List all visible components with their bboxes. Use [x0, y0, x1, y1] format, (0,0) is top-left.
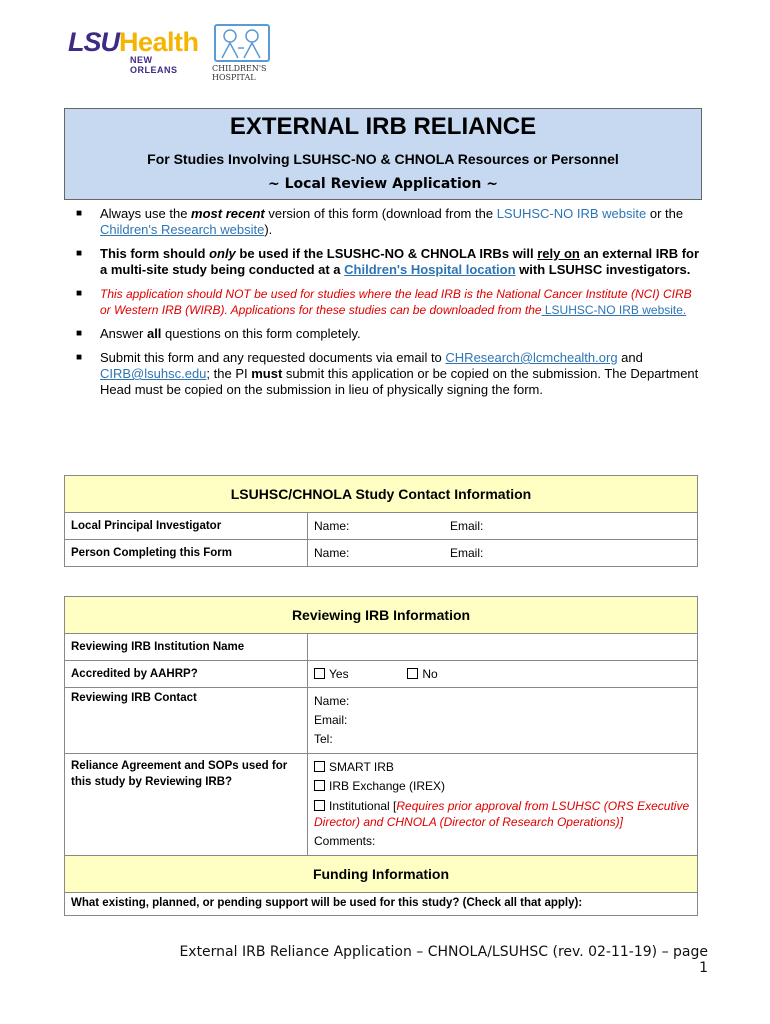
form-application-type: ~ Local Review Application ~ [268, 176, 498, 192]
bullet-text: version of this form (download from the [264, 206, 497, 221]
list-item: ■ This application should NOT be used for studies where the lead IRB is the National Cancer Institute (NCI) CIRB or Western IRB (WIRB). Applications for these studies can be downloaded from the LSUHSC-NO IRB website. [76, 287, 692, 317]
checkbox-icon [314, 780, 325, 791]
irb-contact-label: Reviewing IRB Contact [65, 688, 308, 754]
form-header [64, 108, 702, 200]
list-item: ■ Always use the most recent version of this form (download from the LSUHSC-NO IRB website or the Children's Research website). [76, 206, 684, 237]
pi-email-field[interactable]: Email: [444, 513, 698, 540]
childrens-hospital-logo [212, 24, 268, 82]
warning-text: This application should NOT be used for studies where the lead IRB is the National Cancer Institute (NCI) CIRB or Western IRB (WIRB). Applications for these studies can be downloaded from the [100, 287, 692, 317]
checkbox-icon [314, 800, 325, 811]
bullet-emphasis: all [146, 326, 162, 341]
childrens-figures-icon [214, 24, 270, 62]
page-footer: External IRB Reliance Application – CHNOLA/LSUHSC (rev. 02-11-19) – page 1 [179, 944, 708, 976]
bullet-text: and [617, 350, 643, 365]
health-logo-text: Health [119, 27, 199, 57]
chresearch-email-link[interactable]: CHResearch@lcmchealth.org [445, 350, 618, 365]
completer-name-field[interactable]: Name: [308, 540, 445, 567]
pi-label: Local Principal Investigator [65, 513, 308, 540]
childrens-research-website-link[interactable]: Children's Research website [100, 222, 265, 237]
funding-section-title: Funding Information [65, 856, 698, 893]
bullet-text: ). [264, 222, 273, 237]
no-label: No [422, 667, 438, 681]
funding-question: What existing, planned, or pending support will be used for this study? (Check all that apply): [65, 893, 698, 916]
accredited-label: Accredited by AAHRP? [65, 661, 308, 688]
list-item: ■ Submit this form and any requested documents via email to CHResearch@lcmchealth.org and CIRB@lsuhsc.edu; the PI must submit this application or be copied on the submission. The Department Head must be copied on the submission in lieu of physically signing the form. [76, 350, 699, 397]
table-row [65, 513, 698, 540]
irex-checkbox[interactable] [314, 777, 691, 796]
table-row [65, 634, 698, 661]
bullet-text: questions on this form completely. [161, 326, 361, 341]
checkbox-icon [314, 761, 325, 772]
childrens-logo-line2: HOSPITAL [212, 73, 256, 82]
irb-contact-tel-field[interactable]: Tel: [314, 732, 333, 746]
checkbox-icon [407, 668, 418, 679]
table-row [65, 754, 698, 856]
form-subtitle: For Studies Involving LSUHSC-NO & CHNOLA Resources or Personnel [147, 151, 619, 167]
table-row [65, 540, 698, 567]
completer-label: Person Completing this Form [65, 540, 308, 567]
irex-label: IRB Exchange (IREX) [329, 779, 446, 793]
bullet-emphasis: most recent [191, 206, 265, 221]
form-title: EXTERNAL IRB RELIANCE [229, 113, 537, 140]
reviewing-irb-table [64, 596, 698, 916]
smart-irb-checkbox[interactable] [314, 758, 691, 777]
institution-label: Reviewing IRB Institution Name [65, 634, 308, 661]
lsuhsc-irb-website-link-2[interactable]: LSUHSC-NO IRB website. [541, 303, 687, 317]
pi-name-field[interactable]: Name: [308, 513, 445, 540]
childrens-logo-line1: CHILDREN'S [212, 64, 267, 73]
table-row [65, 661, 698, 688]
bullet-text: an external IRB for a multi-site study being conducted at a [100, 246, 700, 277]
bullet-text: Answer [100, 326, 147, 341]
accredited-yes-checkbox[interactable] [314, 667, 404, 681]
irb-section-title: Reviewing IRB Information [65, 597, 698, 634]
bullet-emphasis: must [251, 366, 283, 381]
lsu-logo-text: LSU [68, 27, 119, 57]
childrens-hospital-location-link[interactable]: Children's Hospital location [344, 262, 516, 277]
cirb-email-link[interactable]: CIRB@lsuhsc.edu [100, 366, 207, 381]
irb-contact-name-field[interactable]: Name: [314, 694, 350, 708]
institutional-note: Requires prior approval from LSUHSC (ORS Executive Director) and CHNOLA (Director of Research Operations)] [314, 799, 690, 829]
contact-info-table [64, 475, 698, 567]
completer-email-field[interactable]: Email: [444, 540, 698, 567]
lsu-health-logo [68, 27, 199, 75]
checkbox-icon [314, 668, 325, 679]
list-item: ■ This form should only be used if the LSUSHC-NO & CHNOLA IRBs will rely on an external IRB for a multi-site study being conducted at a Children's Hospital location with LSUHSC investigators. [76, 246, 700, 277]
bullet-underline: rely on [537, 246, 580, 261]
bullet-text: This form should [100, 246, 210, 261]
bullet-text: with LSUHSC investigators. [515, 262, 691, 277]
yes-label: Yes [329, 667, 349, 681]
bullet-text: submit this application or be copied on the submission. The Department Head must be copied on the submission in lieu of physically signing the form. [100, 366, 699, 397]
reliance-comments-field[interactable]: Comments: [314, 834, 376, 848]
bullet-text: Submit this form and any requested documents via email to [100, 350, 446, 365]
bullet-text: Always use the [100, 206, 192, 221]
accredited-no-checkbox[interactable] [407, 667, 437, 681]
lsuhsc-irb-website-link[interactable]: LSUHSC-NO IRB website [496, 206, 647, 221]
institutional-label: Institutional [ [329, 799, 397, 813]
institutional-checkbox[interactable] [314, 798, 691, 830]
list-item: ■ Answer all questions on this form completely. [76, 326, 361, 341]
table-row [65, 893, 698, 916]
irb-contact-email-field[interactable]: Email: [314, 713, 348, 727]
table-row [65, 688, 698, 754]
contact-section-title: LSUHSC/CHNOLA Study Contact Information [65, 476, 698, 513]
instructions-list [72, 206, 702, 406]
new-orleans-logo-text: NEW ORLEANS [130, 55, 178, 75]
smart-irb-label: SMART IRB [329, 760, 394, 774]
reliance-agreement-label: Reliance Agreement and SOPs used for this study by Reviewing IRB? [65, 754, 308, 856]
bullet-text: or the [646, 206, 684, 221]
institution-name-field[interactable] [308, 634, 698, 661]
bullet-text: ; the PI [206, 366, 252, 381]
bullet-emphasis: only [209, 246, 236, 261]
bullet-text: be used if the LSUSHC-NO & CHNOLA IRBs will [235, 246, 538, 261]
